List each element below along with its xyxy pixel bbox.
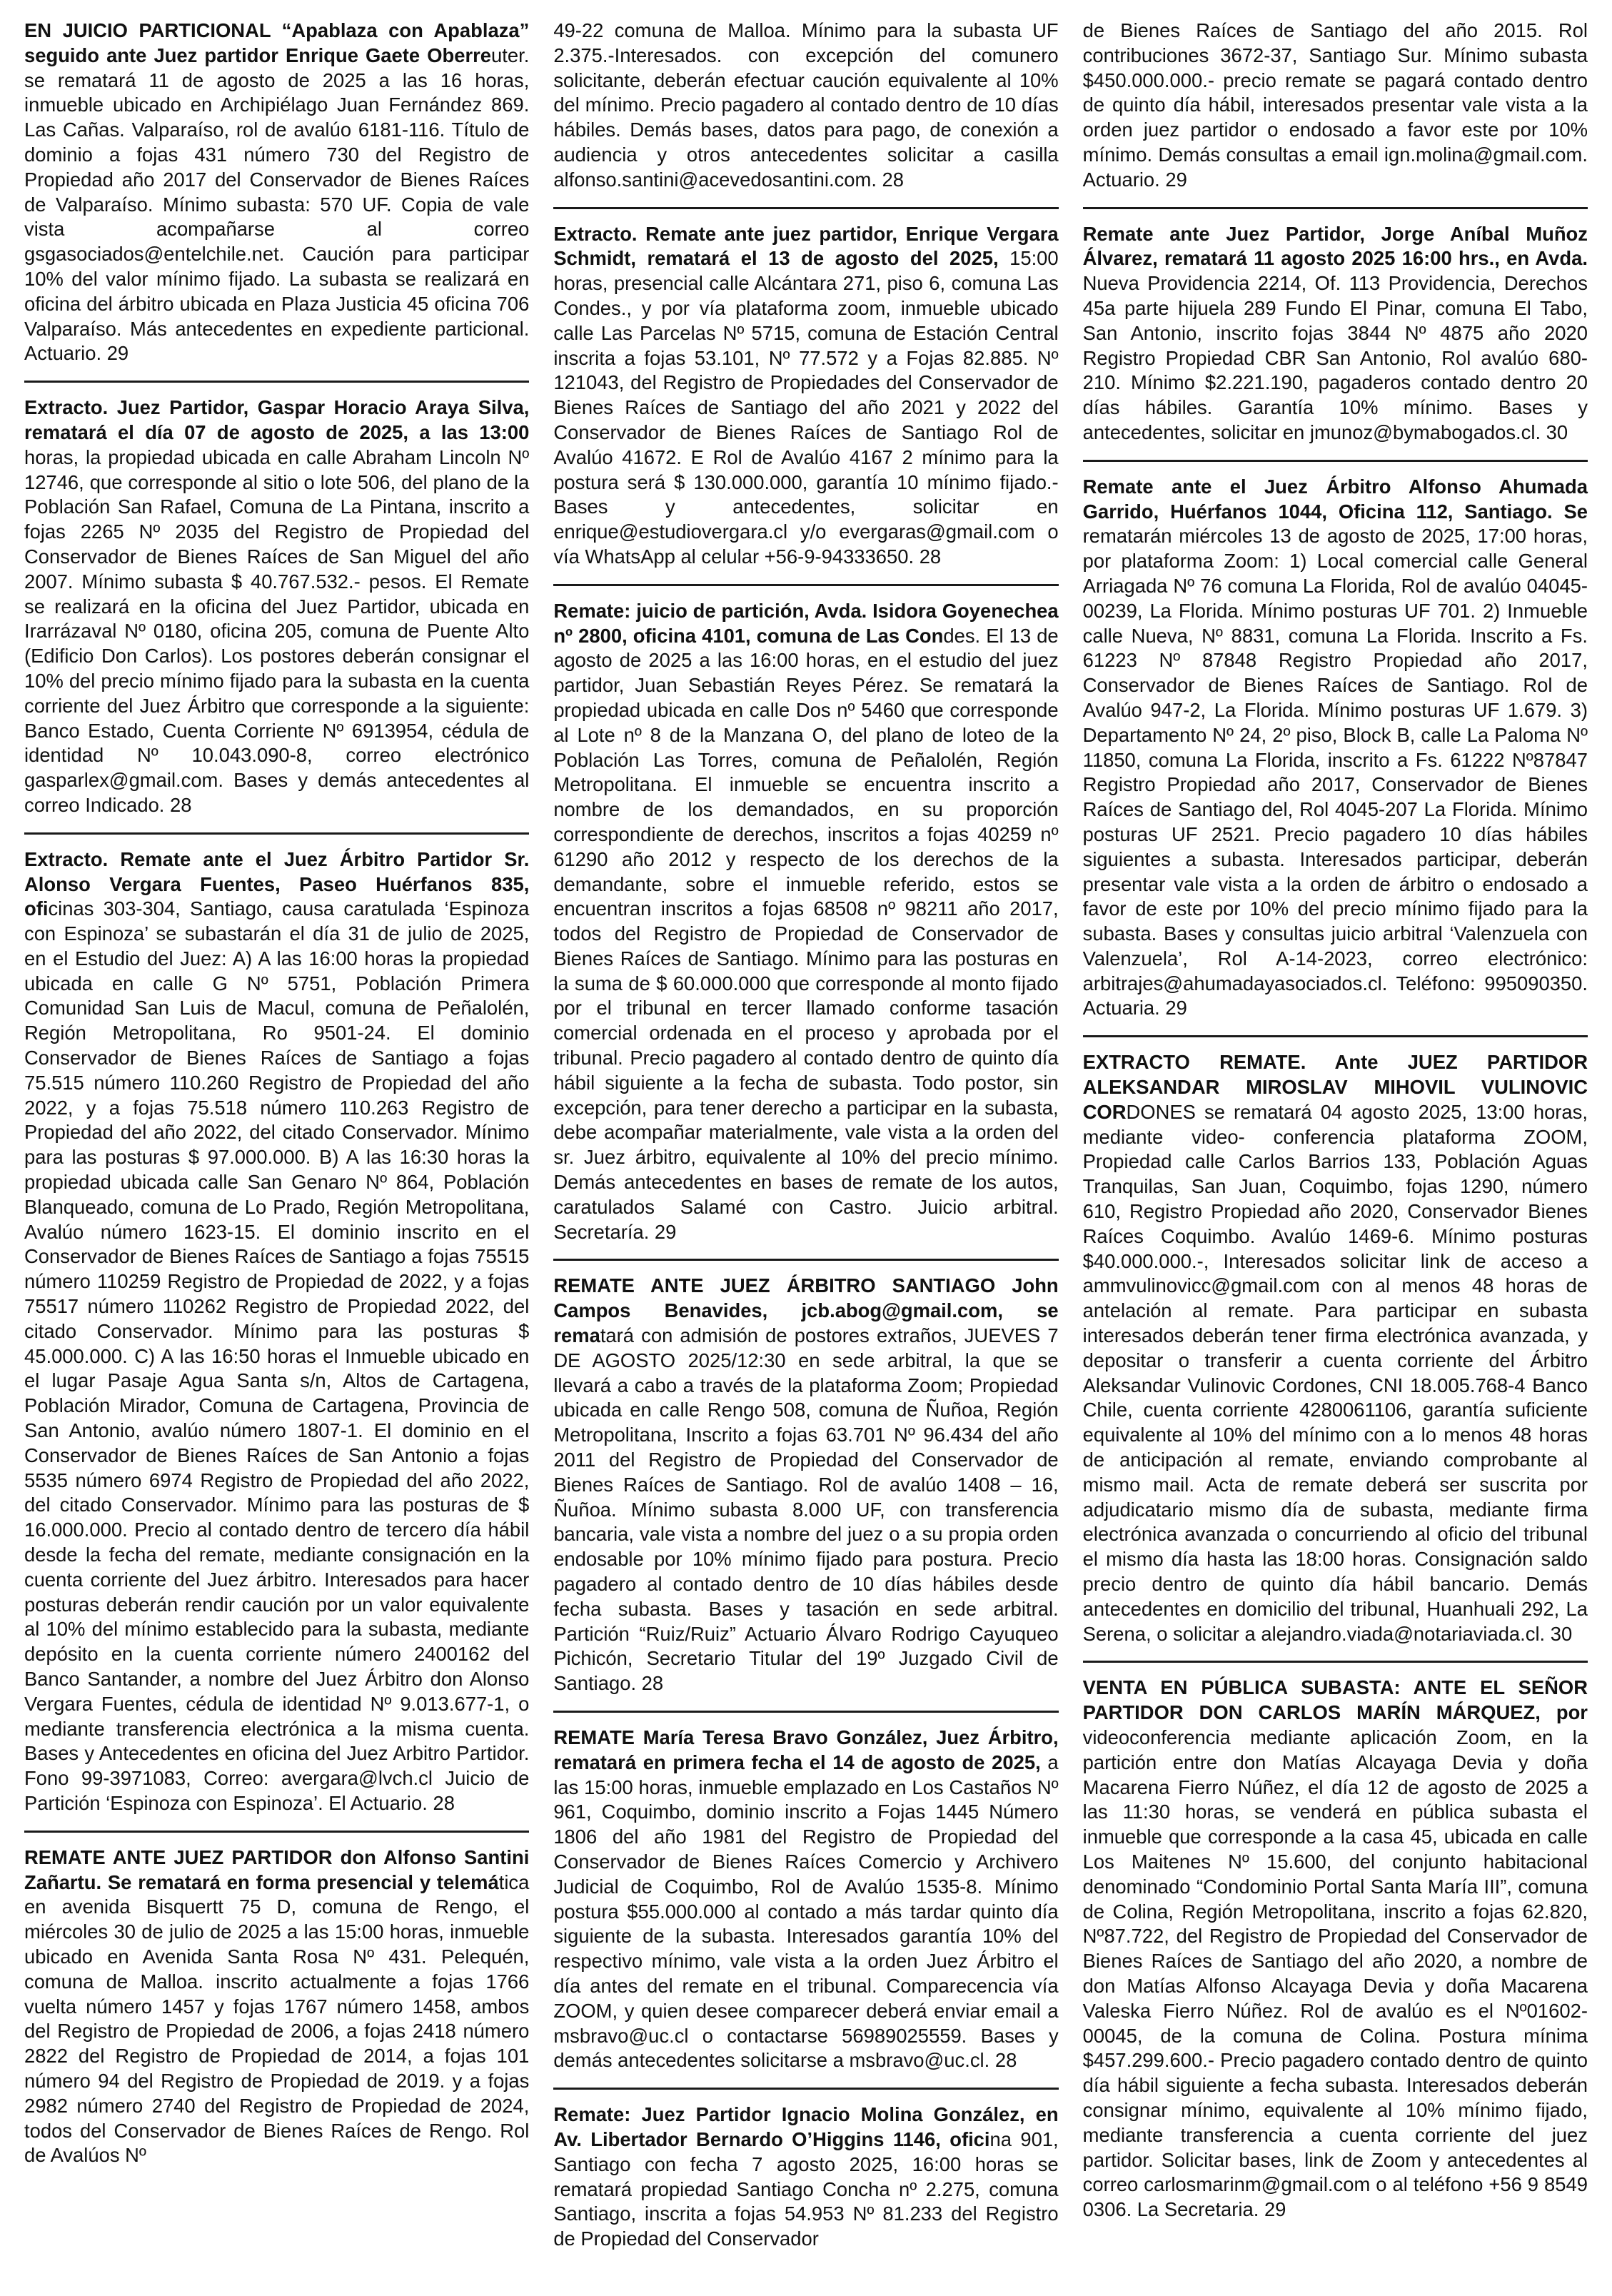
notice-heading: REMATE María Teresa Bravo González, Juez Árbitro, rematará en primera fecha el 14 de agosto de 2025, <box>553 1726 1059 1773</box>
notice-molina-continuation <box>1083 19 1588 207</box>
notice-heading: VENTA EN PÚBLICA SUBASTA: ANTE EL SEÑOR PARTIDOR DON CARLOS MARÍN MÁRQUEZ, por <box>1082 1676 1588 1724</box>
notice-heading: EN JUICIO PARTICIONAL “Apablaza con Apablaza” seguido ante Juez partidor Enrique Gaete Oberre <box>24 19 530 66</box>
notice-heading: Remate: juicio de partición, Avda. Isidora Goyenechea nº 2800, oficina 4101, comuna de Las Con <box>553 599 1059 647</box>
notice-santini-zanartu <box>24 1831 529 2182</box>
notice-body: DONES se rematará 04 agosto 2025, 13:00 horas, mediante video- conferencia plataforma ZOOM, Propiedad calle Carlos Barrios 133, Población Aguas Tranquilas, San Juan, Coquimbo, fojas 1290, número 610, Registro Propiedad año 2020, Conservador Bienes Raíces Coquimbo. Avalúo 1469-6. Mínimo posturas $40.000.000.-, Interesados solicitar link de acceso a ammvulinovicc@gmail.com con al menos 48 horas de antelación al remate. Para participar en subasta interesados deberán tener firma electrónica avanzada, y depositar o transferir a cuenta corriente del Árbitro Aleksandar Vulinovic Cordones, CNI 18.005.768-4 Banco Chile, cuenta corriente 4280061106, garantía suficiente equivalente al 10% del mínimo con a lo menos 48 horas de anticipación al remate, enviando comprobante al mismo mail. Acta de remate deberá ser suscrita por adjudicatario mismo día de subasta, mediante firma electrónica avanzada o concurriendo al oficio del tribunal el mismo día hasta las 18:00 horas. Consignación saldo precio dentro de quinto día hábil bancario. Demás antecedentes en domicilio del tribunal, Huanhuali 292, La Serena, o solicitar a alejandro.viada@notariaviada.cl. 30 <box>1082 1100 1588 1645</box>
notice-body: tica en avenida Bisquertt 75 D, comuna de Rengo, el miércoles 30 de julio de 2025 a las 15:00 horas, inmueble ubicado en Avenida Santa Rosa Nº 431. Pelequén, comuna de Malloa. inscrito actualmente a fojas 1766 vuelta número 1457 y fojas 1767 número 1458, ambos del Registro de Propiedad de 2006, a fojas 2418 número 2822 del Registro de Propiedad de 2014, a fojas 101 número 94 del Registro de Propiedad de 2019. y a fojas 2982 número 2740 del Registro de Propiedad de 2024, todos del Conservador de Bienes Raíces de Rengo. Rol de Avalúos Nº <box>24 1870 530 2167</box>
notice-heading: REMATE ANTE JUEZ ÁRBITRO SANTIAGO John Campos Benavides, jcb.abog@gmail.com, se rema <box>553 1274 1059 1347</box>
notice-body: des. El 13 de agosto de 2025 a las 16:00 horas, en el estudio del juez partidor, Juan Sebastián Reyes Pérez. Se rematará la propiedad ubicada en calle Dos nº 5460 que corresponde al Lote nº 8 de la Manzana O, del plano de loteo de la Población Las Torres, comuna de Peñalolén, Región Metropolitana. El inmueble se encuentra inscrito a nombre de los demandados, en su proporción correspondiente de derechos, inscritos a fojas 40259 nº 61290 año 2012 y respecto de los derechos de la demandante, sobre el inmueble referido, estos se encuentran inscritos a fojas 68508 nº 98211 año 2017, todos del Registro de Propiedad de Conservador de Bienes Raíces de Santiago. Mínimo para las posturas en la suma de $ 60.000.000 que corresponde al monto fijado por el tribunal en tercer llamado conforme tasación comercial ordenada en el proceso y aprobada por el tribunal. Precio pagadero al contado dentro de quinto día hábil siguiente a la fecha de subasta. Todo postor, sin excepción, para tener derecho a participar en la subasta, debe acompañar materialmente, vale vista a la orden del sr. Juez árbitro, equivalente al 10% del precio mínimo. Demás antecedentes en bases de remate de los autos, caratulados Salamé con Castro. Juicio arbitral. Secretaría. 29 <box>553 624 1059 1243</box>
notice-body: de Bienes Raíces de Santiago del año 2015. Rol contribuciones 3672-37, Santiago Sur. Mínimo subasta $450.000.000.- precio remate se pagará contado dentro de quinto día hábil, interesados presentar vale vista a la orden juez partidor o endosado a favor este por 10% mínimo. Demás consultas a email ign.molina@gmail.com. Actuario. 29 <box>1082 19 1588 191</box>
notice-vulinovic-cordones <box>1083 1035 1588 1661</box>
notice-marin-marquez <box>1083 1661 1588 2237</box>
notice-body: cinas 303-304, Santiago, causa caratulada ‘Espinoza con Espinoza’ se subastarán el día 31 de julio de 2025, en el Estudio del Juez: A) A las 16:00 horas la propiedad ubicada en calle G Nº 5751, Población Primera Comunidad San Luis de Macul, comuna de Peñalolén, Región Metropolitana, Ro 9501-24. El dominio Conservador de Bienes Raíces de Santiago a fojas 75.515 número 110.260 Registro de Propiedad del año 2022, y a fojas 75.518 número 110.263 Registro de Propiedad del año 2022, del citado Conservador. Mínimo para las posturas $ 97.000.000. B) A las 16:30 horas la propiedad ubicada calle San Genaro Nº 864, Población Blanqueado, comuna de Lo Prado, Región Metropolitana, Avalúo número 1623-15. El dominio inscrito en el Conservador de Bienes Raíces de Santiago a fojas 75515 número 110259 Registro de Propiedad de 2022, y a fojas 75517 número 110262 Registro de Propiedad 2022, del citado Conservador. Mínimo para las posturas $ 45.000.000. C) A las 16:50 horas el Inmueble ubicado en el lugar Pasaje Agua Santa s/n, Altos de Cartagena, Población Mirador, Comuna de Cartagena, Provincia de San Antonio, avalúo número 1807-1. El dominio en el Conservador de Bienes Raíces de San Antonio a fojas 5535 número 6974 Registro de Propiedad del año 2022, del citado Conservador. Mínimo para las posturas de $ 16.000.000. Precio al contado dentro de tercero día hábil desde la fecha del remate, mediante consignación en la cuenta corriente del Juez árbitro. Interesados para hacer posturas deberán rendir caución por un valor equivalente al 10% del mínimo establecido para la subasta, mediante depósito en la cuenta corriente número 2400162 del Banco Santander, a nombre del Juez Árbitro don Alonso Vergara Fuentes, cédula de identidad Nº 9.013.677-1, o mediante transferencia electrónica a la misma cuenta. Bases y Antecedentes en oficina del Juez Arbitro Partidor. Fono 99-3971083, Correo: avergara@lvch.cl Juicio de Partición ‘Espinoza con Espinoza’. El Actuario. 28 <box>24 897 530 1814</box>
notice-araya-silva <box>24 381 529 832</box>
notice-apablaza-partition <box>24 19 529 381</box>
notice-vergara-schmidt <box>553 207 1058 584</box>
notice-heading: REMATE ANTE JUEZ PARTIDOR don Alfonso Santini Zañartu. Se rematará en forma presencial y telemá <box>24 1846 530 1893</box>
notice-molina-gonzalez <box>553 2088 1058 2266</box>
notice-body: videoconferencia mediante aplicación Zoom, en la partición entre don Matías Alcayaga Devia y doña Macarena Fierro Núñez, el día 12 de agosto de 2025 a las 11:30 horas, se venderá en pública subasta el inmueble que corresponde a la casa 45, ubicada en calle Los Maitenes Nº 15.600, del conjunto habitacional denominado “Condominio Portal Santa María III”, comuna de Colina, Región Metropolitana, inscrito a fojas 62.820, Nº87.722, del Registro de Propiedad del Conservador de Bienes Raíces de Santiago del año 2020, a nombre de don Matías Alfonso Alcayaga Devia y doña Macarena Valeska Fierro Núñez. Rol de avalúo es el Nº01602-00045, de la comuna de Colina. Postura mínima $457.299.600.- Precio pagadero contado dentro de quinto día hábil siguiente a fecha subasta. Interesados deberán consignar mínimo, equivalente al 10% mínimo fijado, mediante transferencia a cuenta corriente del juez partidor. Solicitar bases, link de Zoom y antecedentes al correo carlosmarinm@gmail.com o al teléfono +56 9 8549 0306. La Secretaria. 29 <box>1082 1726 1588 2221</box>
notice-santini-continuation <box>553 19 1058 207</box>
notice-vergara-fuentes <box>24 832 529 1831</box>
notice-body: 49-22 comuna de Malloa. Mínimo para la subasta UF 2.375.-Interesados. con excepción del comunero solicitante, deberán efectuar caución equivalente al 10% del mínimo. Precio pagadero al contado dentro de 10 días hábiles. Demás bases, datos para pago, de conexión a audiencia y otros antecedentes solicitar a casilla alfonso.santini@acevedosantini.com. 28 <box>553 19 1059 191</box>
notice-munoz-alvarez <box>1083 207 1588 460</box>
column-2 <box>553 19 1058 2296</box>
notice-bravo-gonzalez <box>553 1711 1058 2088</box>
notice-body: tará con admisión de postores extraños, JUEVES 7 DE AGOSTO 2025/12:30 en sede arbitral, la que se llevará a cabo a través de la plataforma Zoom; Propiedad ubicada en calle Rengo 508, comuna de Ñuñoa, Región Metropolitana, Inscrito a fojas 63.701 Nº 96.434 del año 2011 del Registro de Propiedad del Conservador de Bienes Raíces de Santiago. Rol de avalúo 1408 – 16, Ñuñoa. Mínimo subasta 8.000 UF, con transferencia bancaria, vale vista a nombre del juez o a su propia orden endosable por 10% mínimo fijado para postura. Precio pagadero al contado dentro de 10 días hábiles desde fecha subasta. Bases y tasación en sede arbitral. Partición “Ruiz/Ruiz” Actuario Álvaro Rodrigo Cayuqueo Pichicón, Secretario Titular del 19º Juzgado Civil de Santiago. 28 <box>553 1324 1059 1695</box>
notice-campos-benavides <box>553 1259 1058 1711</box>
notice-heading: EXTRACTO REMATE. Ante JUEZ PARTIDOR ALEKSANDAR MIROSLAV MIHOVIL VULINOVIC COR <box>1082 1051 1588 1123</box>
notice-body: horas, la propiedad ubicada en calle Abraham Lincoln Nº 12746, que corresponde al sitio o lote 506, del plano de la Población San Rafael, Comuna de La Pintana, inscrito a fojas 2265 Nº 2035 del Registro de Propiedad del Conservador de Bienes Raíces de San Miguel del año 2007. Mínimo subasta $ 40.767.532.- pesos. El Remate se realizará en la oficina del Juez Partidor, ubicada en Irarrázaval Nº 0180, oficina 205, comuna de Puente Alto (Edificio Don Carlos). Los postores deberán consignar el 10% del precio mínimo fijado para la subasta en la cuenta corriente del Juez Árbitro que corresponde a la siguiente: Banco Estado, Cuenta Corriente Nº 6913954, cédula de identidad Nº 10.043.090-8, correo electrónico gasparlex@gmail.com. Bases y demás antecedentes al correo Indicado. 28 <box>24 445 530 816</box>
notice-body: rematarán miércoles 13 de agosto de 2025, 17:00 horas, por plataforma Zoom: 1) Local comercial calle General Arriagada Nº 76 comuna La Florida, Rol de avalúo 04045-00239, La Florida. Mínimo posturas UF 701. 2) Inmueble calle Nueva, Nº 8831, comuna La Florida. Inscrito a Fs. 61223 Nº 87848 Registro Propiedad año 2017, Conservador de Bienes Raíces de Santiago. Rol de Avalúo 947-2, La Florida. Mínimo posturas UF 1.679. 3) Departamento Nº 24, 2º piso, Block B, calle La Paloma Nº 11850, comuna La Florida, inscrito a Fs. 61222 Nº87847 Registro Propiedad año 2017, Conservador de Bienes Raíces de Santiago del, Rol 4045-207 La Florida. Mínimo posturas UF 2521. Precio pagadero 10 días hábiles siguientes a subasta. Interesados participar, deberán presentar vale vista a la orden de árbitro o endosado a favor de este por 10% del precio mínimo fijado para la subasta. Bases y consultas juicio arbitral ‘Valenzuela con Valenzuela’, Rol A-14-2023, correo electrónico: arbitrajes@ahumadayasociados.cl. Teléfono: 995090350. Actuaria. 29 <box>1082 525 1588 1019</box>
column-3 <box>1083 19 1588 2296</box>
notice-ahumada-garrido <box>1083 460 1588 1036</box>
notice-heading: Extracto. Remate ante el Juez Árbitro Partidor Sr. Alonso Vergara Fuentes, Paseo Huérfanos 835, ofi <box>24 847 530 920</box>
column-1 <box>24 19 529 2296</box>
notice-heading: Extracto. Remate ante juez partidor, Enrique Vergara Schmidt, rematará el 13 de agosto del 2025, <box>553 222 1059 270</box>
notice-body: Nueva Providencia 2214, Of. 113 Providencia, Derechos 45a parte hijuela 289 Fundo El Pinar, comuna El Tabo, San Antonio, inscrito fojas 3844 Nº 4875 año 2020 Registro Propiedad CBR San Antonio, Rol avalúo 680-210. Mínimo $2.221.190, pagaderos contado dentro 20 días hábiles. Garantía 10% mínimo. Bases y antecedentes, solicitar en jmunoz@bymabogados.cl. 30 <box>1082 272 1588 443</box>
notice-body: uter. se rematará 11 de agosto de 2025 a las 16 horas, inmueble ubicado en Archipiélago Juan Fernández 869. Las Cañas. Valparaíso, rol de avalúo 6181-116. Título de dominio a fojas 431 número 730 del Registro de Propiedad año 2017 del Conservador de Bienes Raíces de Valparaíso. Mínimo subasta: 570 UF. Copia de vale vista acompañarse al correo gsgasociados@entelchile.net. Caución para participar 10% del valor mínimo fijado. La subasta se realizará en oficina del árbitro ubicada en Plaza Justicia 45 oficina 706 Valparaíso. Más antecedentes en expediente particional. Actuario. 29 <box>24 44 530 365</box>
notice-heading: Extracto. Juez Partidor, Gaspar Horacio Araya Silva, rematará el día 07 de agosto de 2025, a las 13:00 <box>24 396 530 443</box>
notice-body: na 901, Santiago con fecha 7 agosto 2025, 16:00 horas se rematará propiedad Santiago Concha nº 2.275, comuna Santiago, inscrita a fojas 54.953 Nº 81.233 del Registro de Propiedad del Conservador <box>553 2128 1059 2250</box>
notice-body: a las 15:00 horas, inmueble emplazado en Los Castaños Nº 961, Coquimbo, dominio inscrito a Fojas 1445 Número 1806 del año 1981 del Registro de Propiedad del Conservador de Bienes Raíces Comercio y Archivero Judicial de Coquimbo, Rol de Avalúo 1535-8. Mínimo postura $55.000.000 al contado a más tardar quinto día siguiente de la subasta. Interesados garantía 10% del respectivo mínimo, vale vista a la orden Juez Árbitro el día antes del remate en el tribunal. Comparecencia vía ZOOM, y quien desee comparecer deberá enviar email a msbravo@uc.cl o contactarse 56989025559. Bases y demás antecedentes solicitarse a msbravo@uc.cl. 28 <box>553 1751 1059 2072</box>
notice-heading: Remate ante el Juez Árbitro Alfonso Ahumada Garrido, Huérfanos 1044, Oficina 112, Santiago. Se <box>1082 475 1588 523</box>
notice-heading: Remate ante Juez Partidor, Jorge Aníbal Muñoz Álvarez, rematará 11 agosto 2025 16:00 hrs., en Avda. <box>1082 222 1588 270</box>
notice-body: 15:00 horas, presencial calle Alcántara 271, piso 6, comuna Las Condes., y por vía plataforma zoom, inmueble ubicado calle Las Parcelas Nº 5715, comuna de Estación Central inscrita a fojas 53.101, Nº 77.572 y a Fojas 82.885. Nº 121043, del Registro de Propiedades del Conservador de Bienes Raíces de Santiago del año 2021 y 2022 del Conservador de Bienes Raíces de Santiago Rol de Avalúo 41672. E Rol de Avalúo 4167 2 mínimo para la postura será $ 130.000.000, garantía 10 mínimo fijado.- Bases y antecedentes, solicitar en enrique@estudiovergara.cl y/o evergaras@gmail.com o vía WhatsApp al celular +56-9-94333650. 28 <box>553 247 1059 568</box>
notice-heading: Remate: Juez Partidor Ignacio Molina González, en Av. Libertador Bernardo O’Higgins 1146, ofici <box>553 2103 1059 2150</box>
notice-isidora-goyenechea <box>553 584 1058 1259</box>
